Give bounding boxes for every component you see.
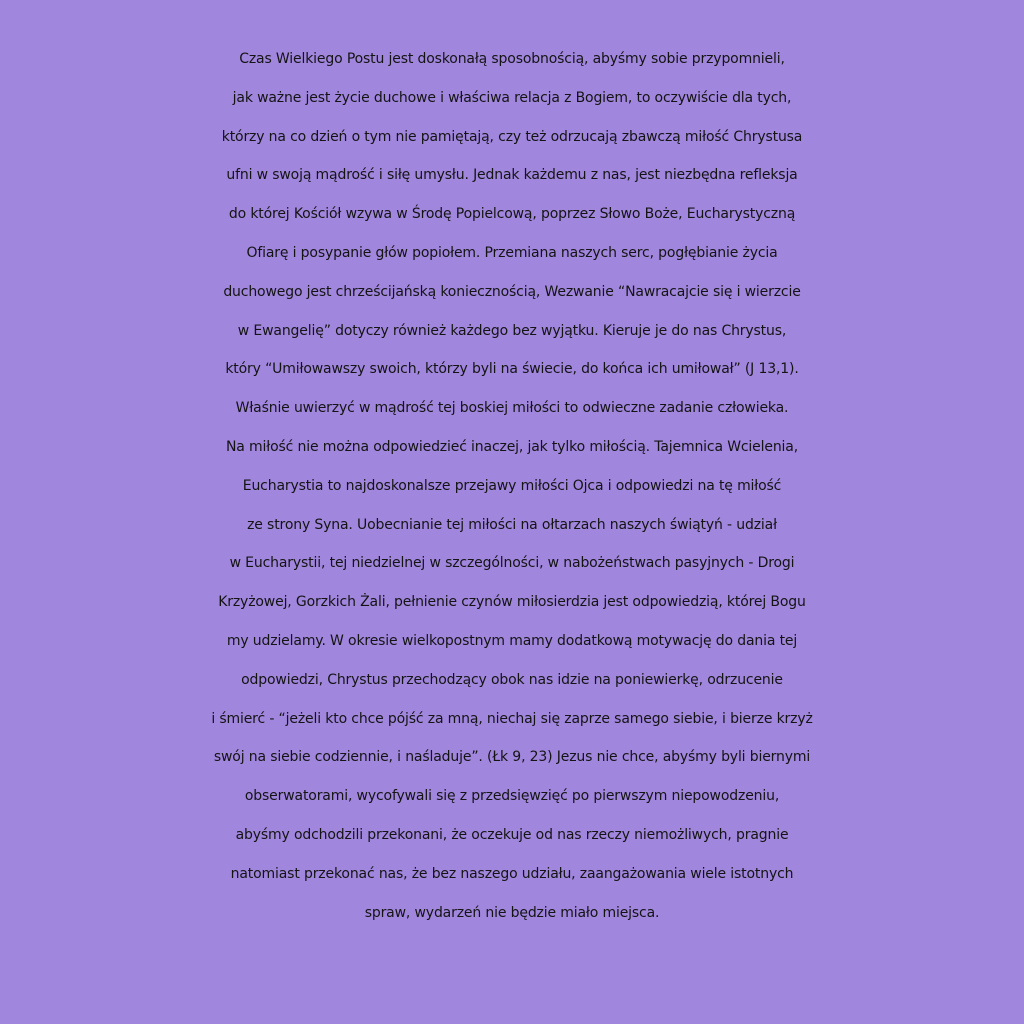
text-line: my udzielamy. W okresie wielkopostnym mamy dodatkową motywację do dania tej xyxy=(226,632,798,649)
text-line: do której Kościół wzywa w Środę Popielcową, poprzez Słowo Boże, Eucharystyczną xyxy=(228,206,796,223)
text-line: Ofiarę i posypanie głów popiołem. Przemiana naszych serc, pogłębianie życia xyxy=(246,244,778,261)
text-line: i śmierć - “jeżeli kto chce pójść za mną, niechaj się zaprze samego siebie, i bierze krzyż xyxy=(211,710,813,727)
text-line: obserwatorami, wycofywali się z przedsięwzięć po pierwszym niepowodzeniu, xyxy=(244,788,780,805)
body-text xyxy=(0,40,1024,932)
text-line: spraw, wydarzeń nie będzie miało miejsca. xyxy=(364,904,660,921)
text-line: w Eucharystii, tej niedzielnej w szczególności, w nabożeństwach pasyjnych - Drogi xyxy=(229,555,795,572)
text-line: jak ważne jest życie duchowe i właściwa relacja z Bogiem, to oczywiście dla tych, xyxy=(232,89,792,106)
text-line: którzy na co dzień o tym nie pamiętają, czy też odrzucają zbawczą miłość Chrystusa xyxy=(221,128,803,145)
text-line: duchowego jest chrześcijańską koniecznością, Wezwanie “Nawracajcie się i wierzcie xyxy=(223,283,801,300)
text-line: swój na siebie codziennie, i naśladuje”. (Łk 9, 23) Jezus nie chce, abyśmy byli biernymi xyxy=(213,749,811,766)
text-line: Na miłość nie można odpowiedzieć inaczej, jak tylko miłością. Tajemnica Wcielenia, xyxy=(225,438,799,455)
text-line: ufni w swoją mądrość i siłę umysłu. Jednak każdemu z nas, jest niezbędna refleksja xyxy=(226,167,798,184)
text-line: Właśnie uwierzyć w mądrość tej boskiej miłości to odwieczne zadanie człowieka. xyxy=(235,400,789,417)
text-line: Krzyżowej, Gorzkich Żali, pełnienie czynów miłosierdzia jest odpowiedzią, której Bogu xyxy=(218,594,806,611)
text-line: odpowiedzi, Chrystus przechodzący obok nas idzie na poniewierkę, odrzucenie xyxy=(241,671,783,688)
text-line: natomiast przekonać nas, że bez naszego udziału, zaangażowania wiele istotnych xyxy=(230,865,794,882)
text-line: abyśmy odchodzili przekonani, że oczekuje od nas rzeczy niemożliwych, pragnie xyxy=(235,826,789,843)
text-line: Czas Wielkiego Postu jest doskonałą sposobnością, abyśmy sobie przypomnieli, xyxy=(239,51,785,67)
text-line: ze strony Syna. Uobecnianie tej miłości na ołtarzach naszych świątyń - udział xyxy=(247,516,777,533)
text-line: w Ewangelię” dotyczy również każdego bez wyjątku. Kieruje je do nas Chrystus, xyxy=(237,322,787,339)
text-line: Eucharystia to najdoskonalsze przejawy miłości Ojca i odpowiedzi na tę miłość xyxy=(242,477,782,494)
text-line: który “Umiłowawszy swoich, którzy byli na świecie, do końca ich umiłował” (J 13,1). xyxy=(225,361,799,378)
